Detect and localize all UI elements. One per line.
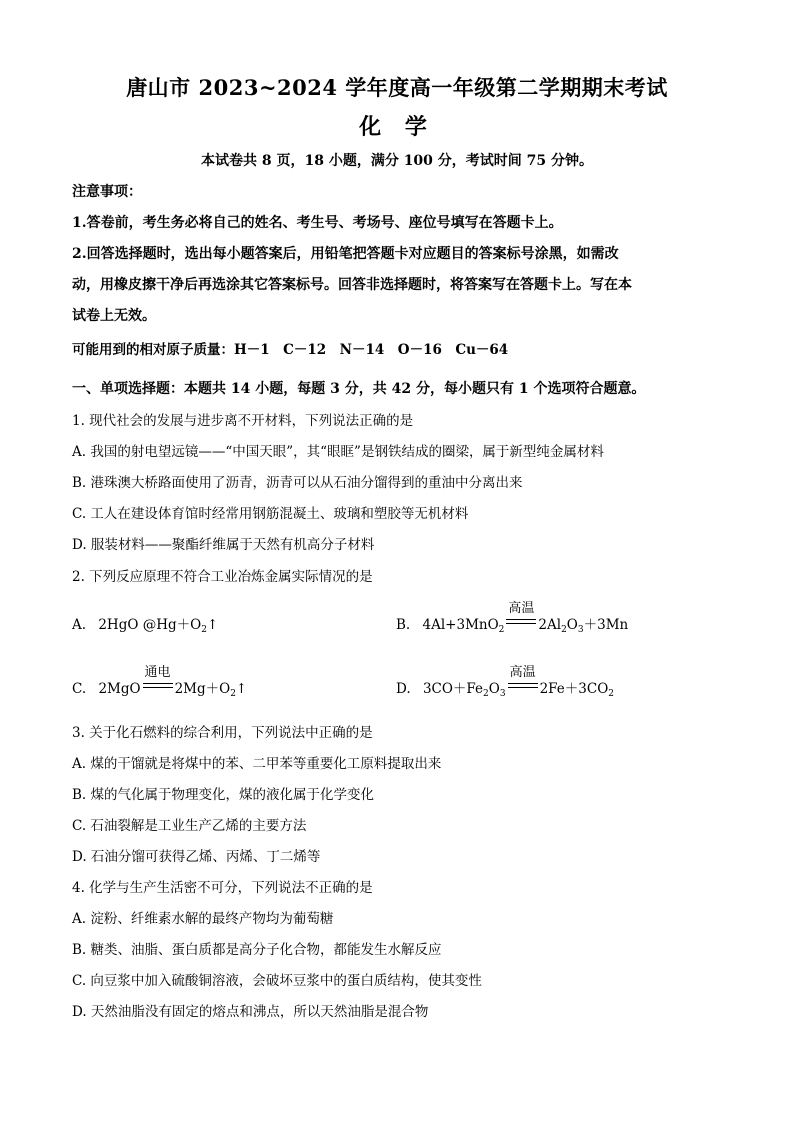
equals-bar-bottom (143, 687, 173, 688)
equals-bar-top (143, 683, 173, 684)
notes-heading: 注意事项： (72, 184, 142, 200)
subscript: 2 (498, 625, 505, 635)
equation-right: 2Al (538, 617, 562, 633)
question-1-option-d: D. 服装材料——聚酯纤维属于天然有机高分子材料 (72, 537, 375, 553)
exam-info: 本试卷共 8 页，18 小题，满分 100 分，考试时间 75 分钟。 (200, 153, 594, 169)
question-1-option-c: C. 工人在建设体育馆时经常用钢筋混凝土、玻璃和塑胶等无机材料 (72, 506, 469, 522)
equation-left: 4Al+3MnO (422, 617, 499, 633)
question-1-option-a: A. 我国的射电望远镜——“中国天眼”，其“眼眶”是钢铁结成的圈梁，属于新型纯金属材料 (72, 444, 604, 460)
subject-title: 化 学 (359, 114, 435, 140)
reaction-condition (506, 601, 536, 628)
question-2-option-a (72, 613, 218, 635)
equation-left: 2MgO (98, 681, 141, 697)
option-letter: C. (72, 681, 87, 697)
condition-label: 高温 (509, 665, 536, 680)
question-3-stem: 3. 关于化石燃料的综合利用，下列说法中正确的是 (72, 725, 373, 741)
exam-title: 唐山市 2023~2024 学年度高一年级第二学期期末考试 (126, 75, 668, 100)
reaction-condition (508, 665, 538, 692)
question-2-option-c (72, 665, 248, 699)
subscript: 2 (483, 689, 489, 699)
notes-item-2-line-3: 试卷上无效。 (72, 308, 156, 324)
question-1-option-b: B. 港珠澳大桥路面使用了沥青，沥青可以从石油分馏得到的重油中分离出来 (72, 475, 523, 491)
equation-left: O (488, 681, 500, 697)
question-4-stem: 4. 化学与生产生活密不可分，下列说法不正确的是 (72, 880, 373, 896)
section-heading: 一、单项选择题：本题共 14 小题，每题 3 分，共 42 分，每小题只有 1 个选项符合题意。 (72, 381, 646, 397)
question-4-option-b: B. 糖类、油脂、蛋白质都是高分子化合物，都能发生水解反应 (72, 942, 442, 958)
equals-bar-bottom (508, 687, 538, 688)
condition-label: 通电 (144, 665, 171, 680)
equals-bar-top (508, 683, 538, 684)
equals-bar-top (506, 619, 536, 620)
subscript: 2 (201, 625, 207, 635)
option-letter: D. (396, 681, 411, 697)
option-letter: B. (396, 617, 411, 633)
subscript: 3 (577, 625, 584, 635)
subscript: 3 (499, 689, 506, 699)
equation-text: 2HgO @Hg＋O (98, 617, 202, 633)
equation-right: ＋3Mn (583, 617, 629, 633)
question-2-stem: 2. 下列反应原理不符合工业冶炼金属实际情况的是 (72, 569, 373, 585)
equation-right: 2Mg＋O (174, 681, 231, 697)
notes-item-1: 1.答卷前，考生务必将自己的姓名、考生号、考场号、座位号填写在答题卡上。 (72, 215, 563, 231)
subscript: 2 (608, 689, 615, 699)
question-2-option-b (396, 601, 629, 635)
subscript: 2 (230, 689, 236, 699)
equation-right: 2Fe＋3CO (539, 681, 609, 697)
condition-label: 高温 (508, 601, 535, 616)
question-2-option-d (396, 665, 615, 699)
notes-item-2-line-1: 2.回答选择题时，选出每小题答案后，用铅笔把答题卡对应题目的答案标号涂黑，如需改 (72, 246, 619, 262)
notes-item-2-line-2: 动，用橡皮擦干净后再选涂其它答案标号。回答非选择题时，将答案写在答题卡上。写在本 (72, 277, 632, 293)
question-3-option-d: D. 石油分馏可获得乙烯、丙烯、丁二烯等 (72, 849, 321, 865)
reaction-condition (143, 665, 173, 692)
equation-right: O (566, 617, 578, 633)
question-4-option-c: C. 向豆浆中加入硫酸铜溶液，会破坏豆浆中的蛋白质结构，使其变性 (72, 973, 482, 989)
subscript: 2 (561, 625, 567, 635)
equals-bar-bottom (506, 623, 536, 624)
option-letter: A. (72, 617, 87, 633)
question-3-option-c: C. 石油裂解是工业生产乙烯的主要方法 (72, 818, 307, 834)
equation-left: 3CO＋Fe (422, 681, 484, 697)
atomic-masses: 可能用到的相对原子质量：H－1 C－12 N－14 O－16 Cu－64 (72, 342, 509, 358)
gas-arrow: ↑ (206, 617, 219, 633)
question-3-option-a: A. 煤的干馏就是将煤中的苯、二甲苯等重要化工原料提取出来 (72, 756, 442, 772)
question-4-option-d: D. 天然油脂没有固定的熔点和沸点，所以天然油脂是混合物 (72, 1004, 429, 1020)
question-4-option-a: A. 淀粉、纤维素水解的最终产物均为葡萄糖 (72, 911, 334, 927)
question-1-stem: 1. 现代社会的发展与进步离不开材料，下列说法正确的是 (72, 413, 414, 429)
question-3-option-b: B. 煤的气化属于物理变化，煤的液化属于化学变化 (72, 787, 375, 803)
gas-arrow: ↑ (235, 681, 248, 697)
